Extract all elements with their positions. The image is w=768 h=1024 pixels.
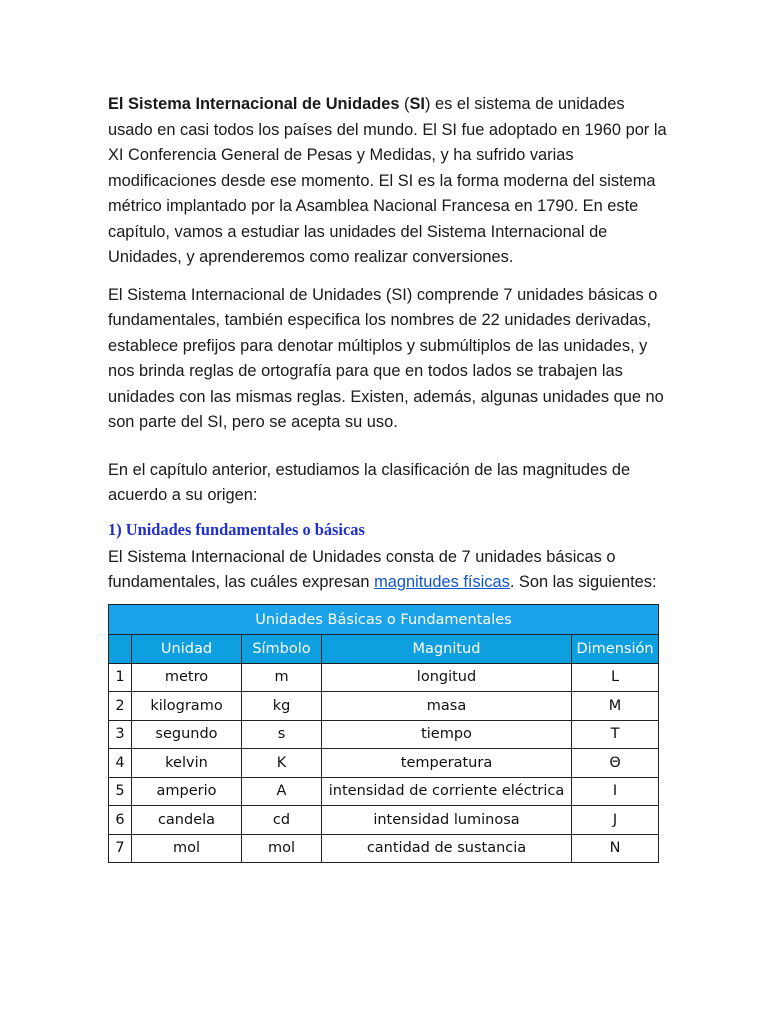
row-unidad: kelvin <box>132 749 242 778</box>
intro-paragraph <box>108 92 668 271</box>
table-row <box>109 834 659 863</box>
intro-paren-open: ( <box>399 95 410 113</box>
row-number: 2 <box>109 692 132 721</box>
row-dimension: Θ <box>572 749 659 778</box>
header-magnitud: Magnitud <box>322 635 572 664</box>
table-title-row <box>109 605 659 635</box>
row-simbolo: s <box>242 720 322 749</box>
intro-strong-si: SI <box>409 95 425 113</box>
header-number <box>109 635 132 664</box>
row-simbolo: K <box>242 749 322 778</box>
magnitudes-fisicas-link[interactable]: magnitudes físicas <box>374 573 510 591</box>
row-number: 1 <box>109 663 132 692</box>
row-unidad: kilogramo <box>132 692 242 721</box>
row-simbolo: A <box>242 777 322 806</box>
row-simbolo: mol <box>242 834 322 863</box>
header-unidad: Unidad <box>132 635 242 664</box>
row-dimension: I <box>572 777 659 806</box>
section-text-after: . Son las siguientes: <box>509 573 657 591</box>
row-simbolo: cd <box>242 806 322 835</box>
table-row <box>109 749 659 778</box>
paragraph-si-units: El Sistema Internacional de Unidades (SI) comprende 7 unidades básicas o fundamentales, también especifica los nombres de 22 unidades derivadas, establece prefijos para denotar múltiplos y submúltiplos de las unidades, y nos brinda reglas de ortografía para que en todos lados se trabajen las unidades con las mismas reglas. Existen, además, algunas unidades que no son parte del SI, pero se acepta su uso. <box>108 285 664 431</box>
row-unidad: metro <box>132 663 242 692</box>
row-magnitud: cantidad de sustancia <box>322 834 572 863</box>
section-paragraph <box>108 545 668 596</box>
table-title: Unidades Básicas o Fundamentales <box>109 605 659 635</box>
row-magnitud: temperatura <box>322 749 572 778</box>
header-dimension: Dimensión <box>572 635 659 664</box>
row-magnitud: longitud <box>322 663 572 692</box>
paragraph-previous-chapter: En el capítulo anterior, estudiamos la clasificación de las magnitudes de acuerdo a su origen: <box>108 460 631 504</box>
intro-rest: es el sistema de unidades usado en casi todos los países del mundo. El SI fue adoptado en 1960 por la XI Conferencia General de Pesas y Medidas, y ha sufrido varias modificaciones desde ese momento. El SI es la forma moderna del sistema métrico implantado por la Asamblea Nacional Francesa en 1790. En este capítulo, vamos a estudiar las unidades del Sistema Internacional de Unidades, y aprenderemos como realizar conversiones. <box>108 95 667 266</box>
row-unidad: mol <box>132 834 242 863</box>
row-number: 6 <box>109 806 132 835</box>
table-row <box>109 663 659 692</box>
row-number: 3 <box>109 720 132 749</box>
row-unidad: amperio <box>132 777 242 806</box>
table-row <box>109 692 659 721</box>
row-magnitud: intensidad de corriente eléctrica <box>322 777 572 806</box>
row-number: 5 <box>109 777 132 806</box>
row-unidad: candela <box>132 806 242 835</box>
table-row <box>109 777 659 806</box>
table-header-row <box>109 635 659 664</box>
row-dimension: M <box>572 692 659 721</box>
row-dimension: L <box>572 663 659 692</box>
section-text-before: El Sistema Internacional de Unidades consta de 7 unidades básicas o fundamentales, las cuáles expresan <box>108 547 616 591</box>
table-row <box>109 720 659 749</box>
section-heading: 1) Unidades fundamentales o básicas <box>108 519 365 539</box>
row-magnitud: tiempo <box>322 720 572 749</box>
row-unidad: segundo <box>132 720 242 749</box>
row-number: 7 <box>109 834 132 863</box>
row-magnitud: intensidad luminosa <box>322 806 572 835</box>
row-simbolo: m <box>242 663 322 692</box>
row-magnitud: masa <box>322 692 572 721</box>
row-dimension: T <box>572 720 659 749</box>
row-dimension: J <box>572 806 659 835</box>
units-table <box>108 604 659 863</box>
intro-strong-term: El Sistema Internacional de Unidades <box>108 95 400 113</box>
row-dimension: N <box>572 834 659 863</box>
document-body <box>108 92 668 596</box>
table-row <box>109 806 659 835</box>
row-simbolo: kg <box>242 692 322 721</box>
intro-paren-close: ) <box>425 95 431 113</box>
row-number: 4 <box>109 749 132 778</box>
header-simbolo: Símbolo <box>242 635 322 664</box>
